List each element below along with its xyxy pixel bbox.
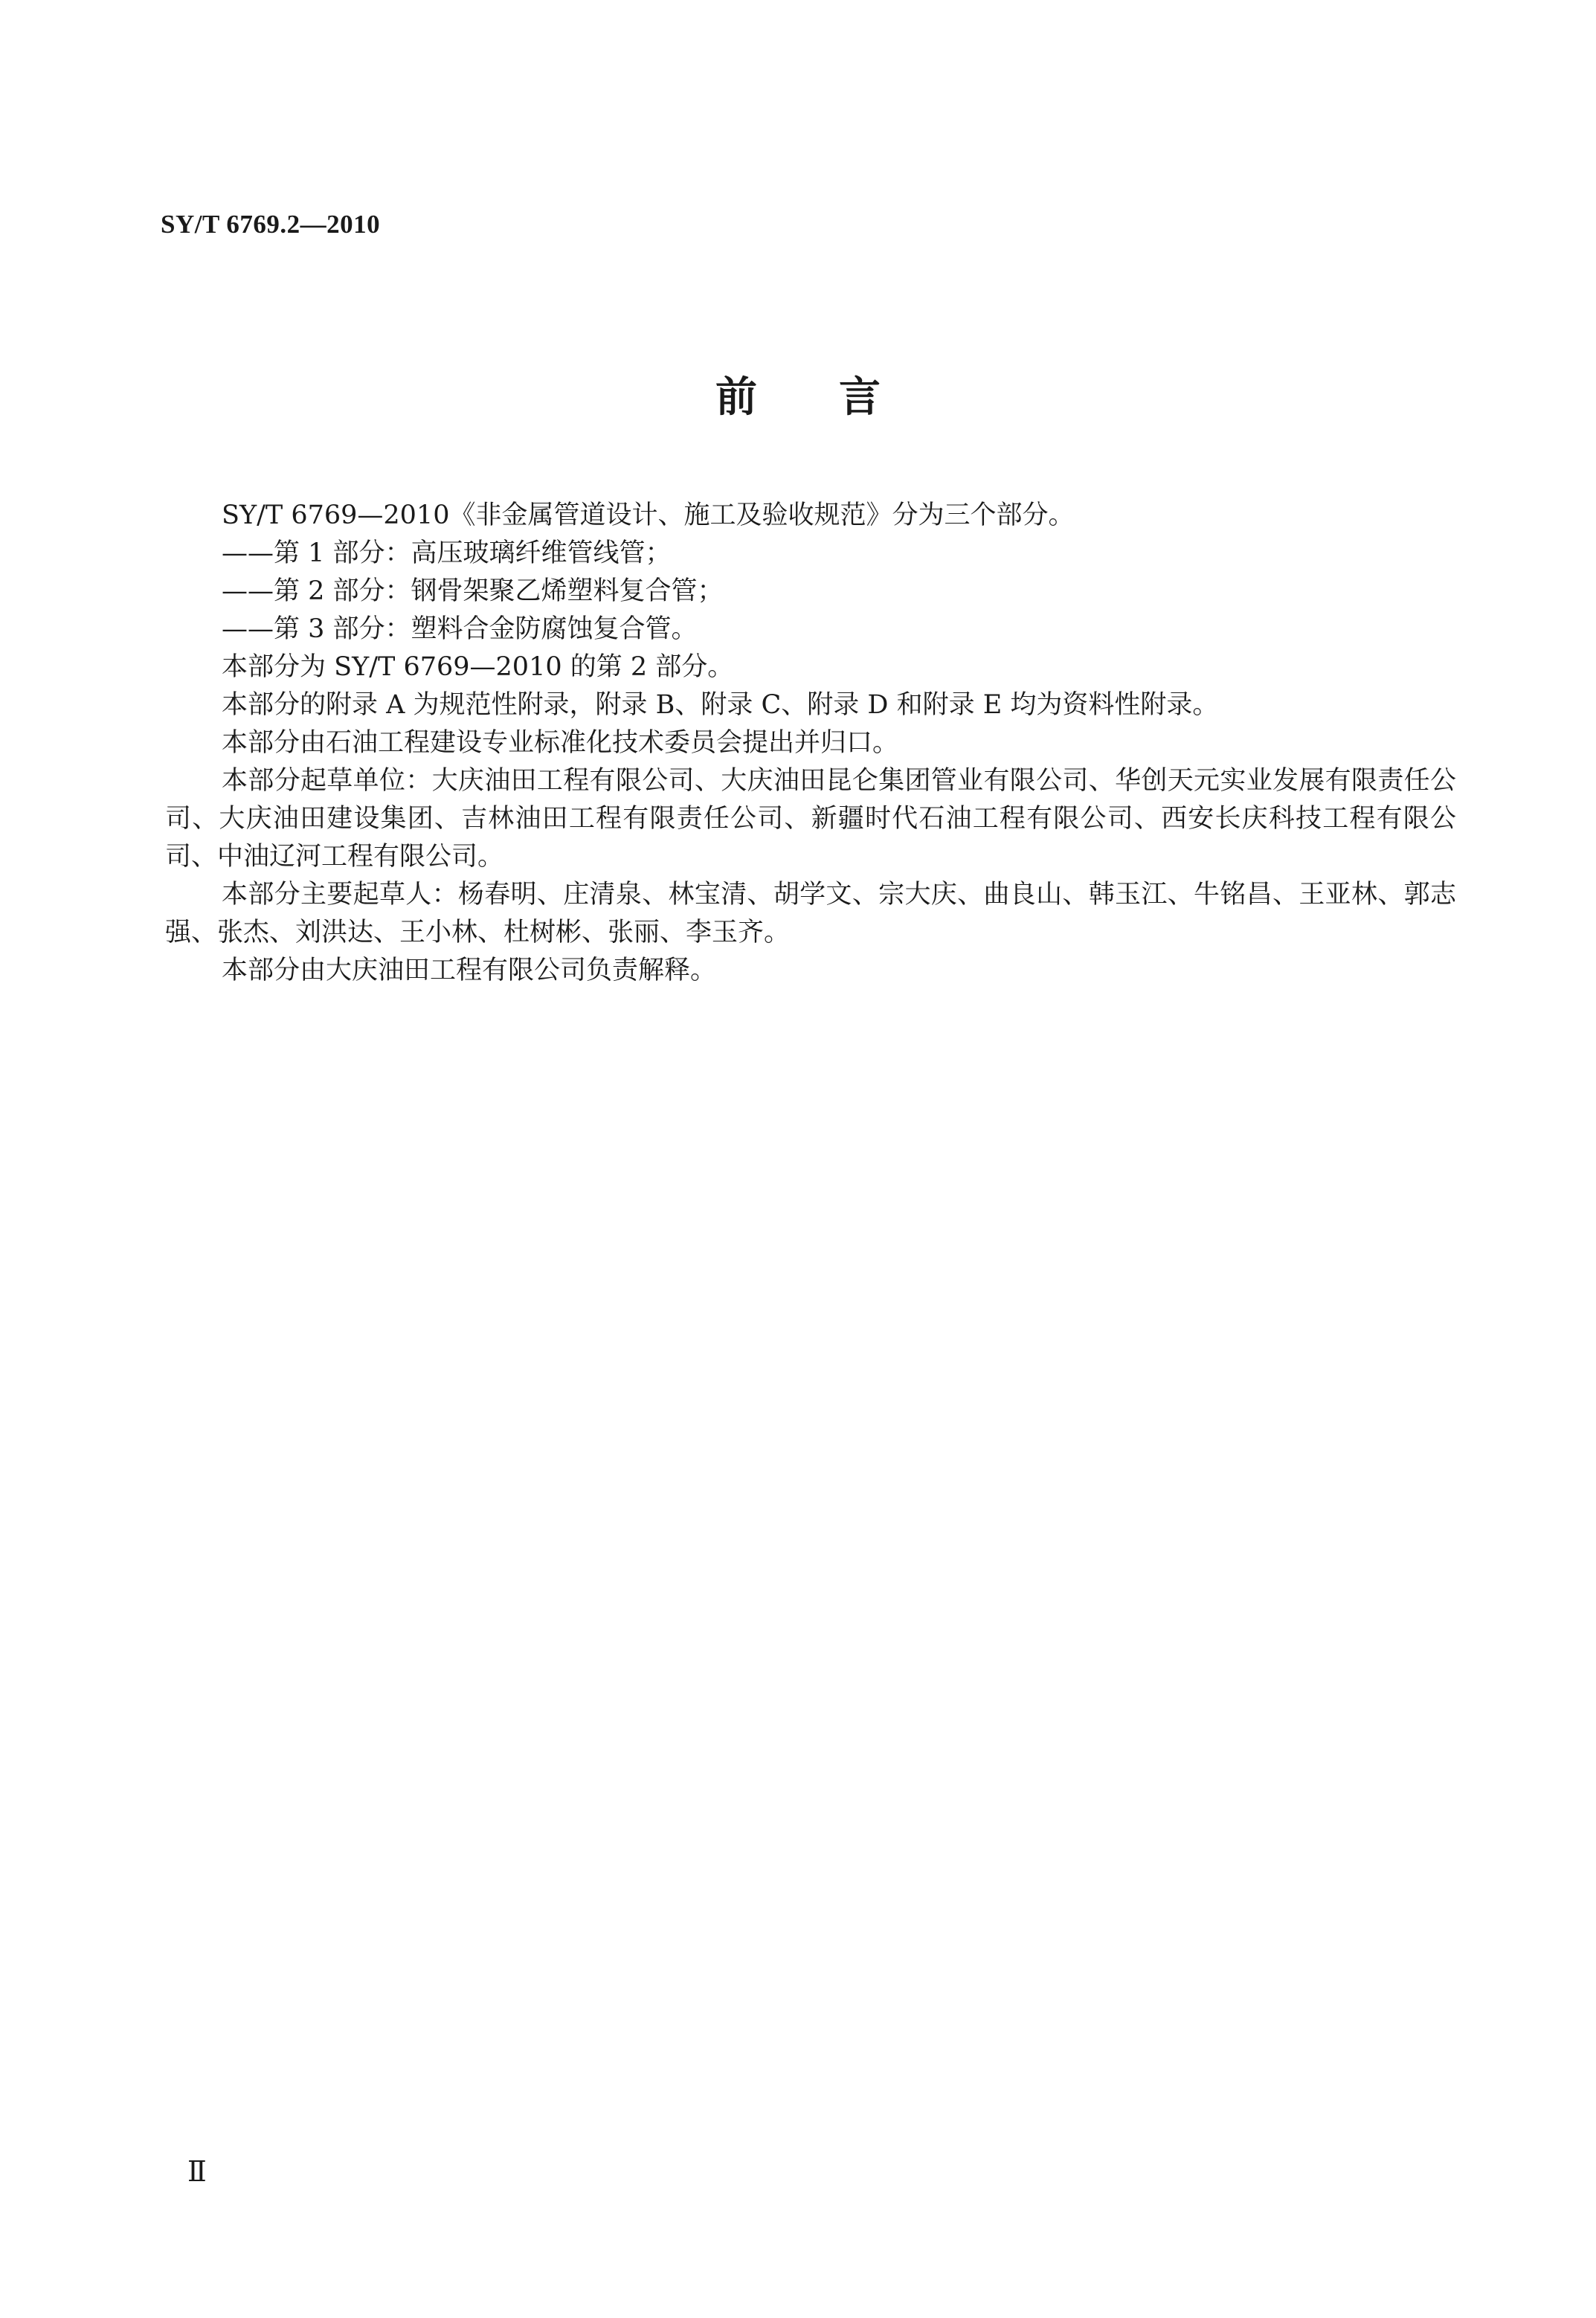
paragraph-proposer: 本部分由石油工程建设专业标准化技术委员会提出并归口。 bbox=[222, 728, 899, 758]
list-item-part-3: ——第 3 部分：塑料合金防腐蚀复合管。 bbox=[222, 614, 698, 644]
paragraph-drafting-units: 本部分起草单位：大庆油田工程有限公司、大庆油田昆仑集团管业有限公司、华创天元实业发展有限责任公司、大庆油田建设集团、吉林油田工程有限责任公司、新疆时代石油工程有限公司、西安长庆科技工程有限公司、中油辽河工程有限公司。 bbox=[165, 766, 1456, 872]
paragraph-drafters: 本部分主要起草人：杨春明、庄清泉、林宝清、胡学文、宗大庆、曲良山、韩玉江、牛铭昌、王亚林、郭志强、张杰、刘洪达、王小林、杜树彬、张丽、李玉齐。 bbox=[165, 880, 1456, 947]
foreword-body bbox=[165, 497, 1456, 990]
page-title: 前言 bbox=[715, 373, 962, 422]
paragraph-scope: 本部分为 SY/T 6769—2010 的第 2 部分。 bbox=[222, 652, 734, 682]
paragraph-interpretation: 本部分由大庆油田工程有限公司负责解释。 bbox=[222, 956, 717, 985]
list-item-part-1: ——第 1 部分：高压玻璃纤维管线管； bbox=[222, 538, 672, 568]
paragraph-intro: SY/T 6769—2010《非金属管道设计、施工及验收规范》分为三个部分。 bbox=[222, 500, 1075, 530]
list-item-part-2: ——第 2 部分：钢骨架聚乙烯塑料复合管； bbox=[222, 576, 724, 606]
document-code: SY/T 6769.2—2010 bbox=[161, 210, 381, 239]
paragraph-appendix: 本部分的附录 A 为规范性附录，附录 B、附录 C、附录 D 和附录 E 均为资料性附录。 bbox=[222, 690, 1219, 720]
page-number: Ⅱ bbox=[187, 2157, 207, 2188]
